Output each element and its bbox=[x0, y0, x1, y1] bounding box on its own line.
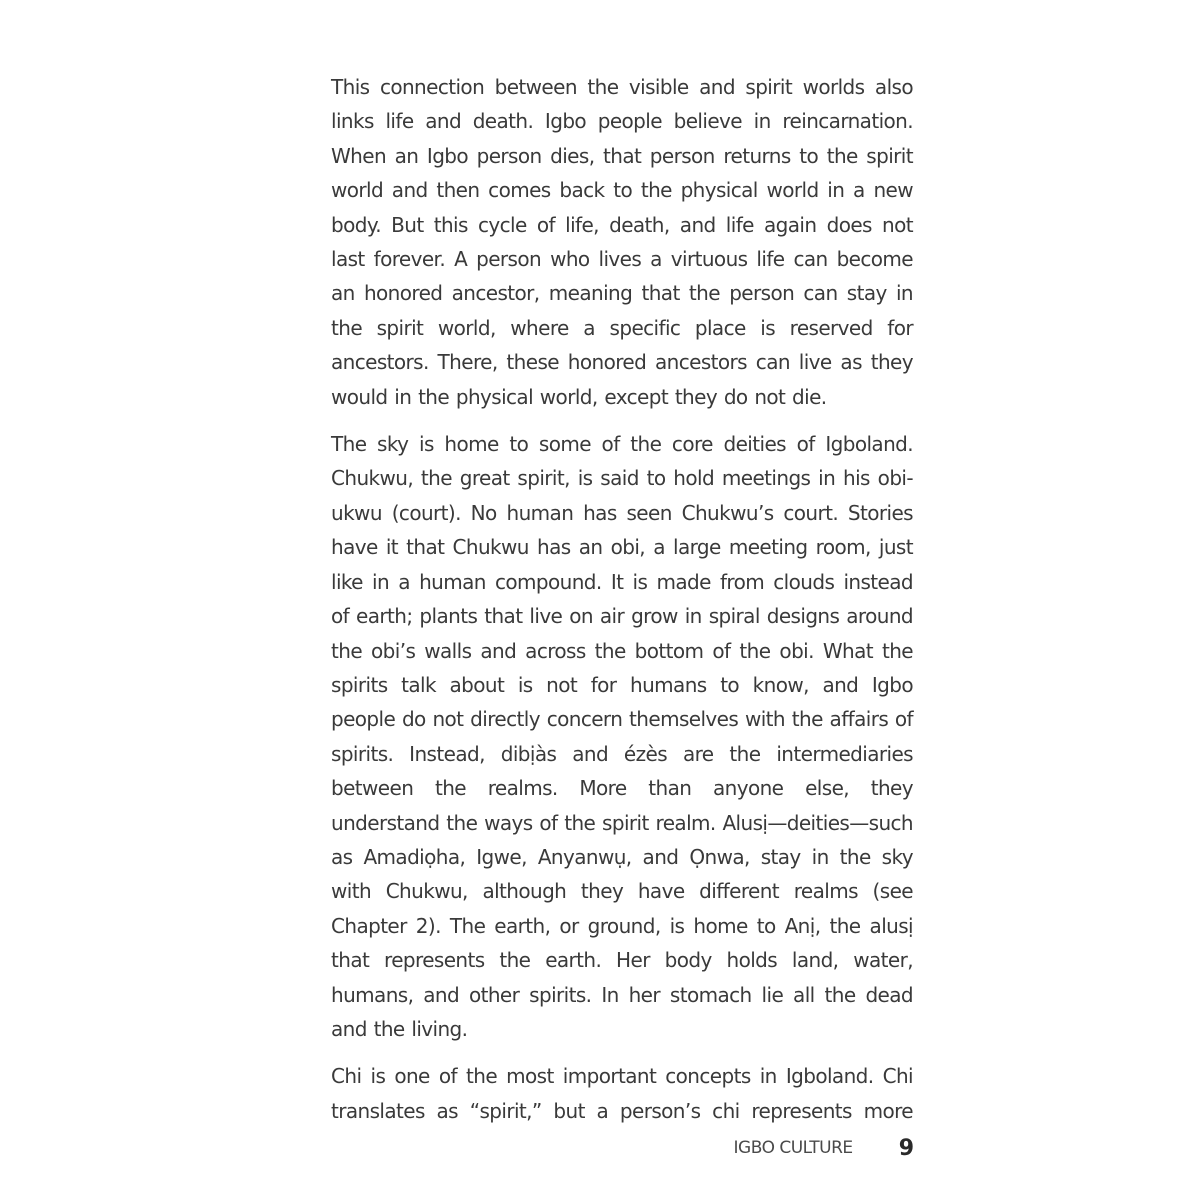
paragraph-chi: Chi is one of the most important concepts in Igboland. Chi translates as “spirit,” but a person’s chi represents more bbox=[331, 1064, 913, 1123]
page-number: 9 bbox=[898, 1135, 914, 1161]
paragraph-reincarnation: This connection between the visible and spirit worlds also links life and death. Igbo people believe in reincarnation. When an Igbo person dies, that person returns to the spirit world and then comes back to the physical world in a new body. But this cycle of life, death, and life again does not last forever. A person who lives a virtuous life can become an honored ancestor, meaning that the person can stay in the spirit world, where a specific place is reserved for ancestors. There, these honored ancestors can live as they would in the physical world, except they do not die. bbox=[331, 75, 913, 409]
paragraph-sky-deities: The sky is home to some of the core deities of Igboland. Chukwu, the great spirit, is said to hold meetings in his obi-ukwu (court). No human has seen Chukwu’s court. Stories have it that Chukwu has an obi, a large meeting room, just like in a human compound. It is made from clouds instead of earth; plants that live on air grow in spiral designs around the obi’s walls and across the bottom of the obi. What the spirits talk about is not for humans to know, and Igbo people do not directly concern themselves with the affairs of spirits. Instead, dibịàs and ézès are the intermediaries between the realms. More than anyone else, they understand the ways of the spirit realm. Alusị—deities—such as Amadiọha, Igwe, Anyanwụ, and Ọnwa, stay in the sky with Chukwu, although they have different realms (see Chapter 2). The earth, or ground, is home to Anị, the alusị that represents the earth. Her body holds land, water, humans, and other spirits. In her stomach lie all the dead and the living. bbox=[331, 432, 913, 1041]
running-head: IGBO CULTURE bbox=[733, 1138, 853, 1158]
page-footer bbox=[600, 1128, 914, 1168]
body-text bbox=[331, 70, 913, 1141]
